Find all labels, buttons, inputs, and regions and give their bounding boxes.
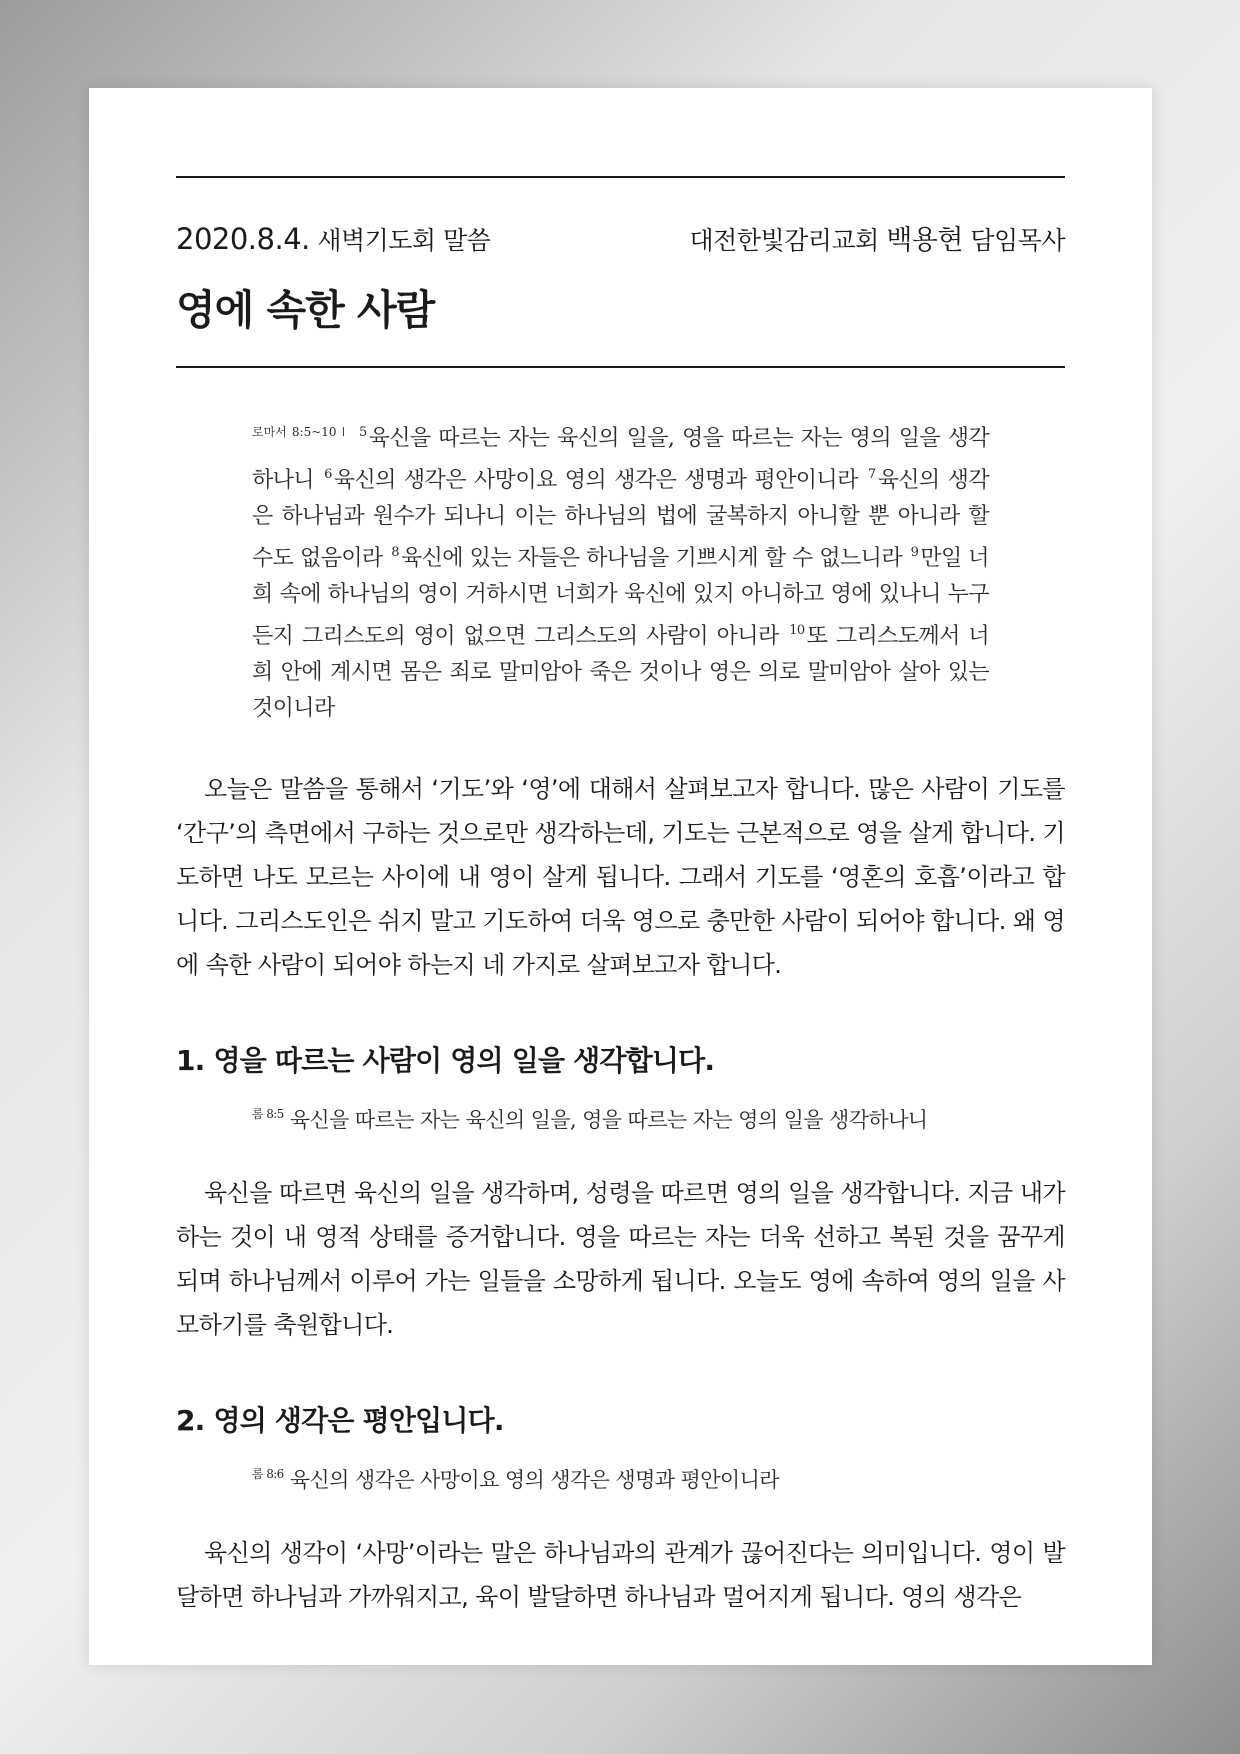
verse-text: 또 그리스도께서 너희 안에 계시면 몸은 죄로 말미암아 죽은 것이나 영은 의로 말미암아 살아 있는 것이니라 (252, 624, 989, 721)
verse-number: 9 (910, 545, 919, 560)
verse-number: 10 (789, 623, 805, 638)
section-verse (252, 1457, 1065, 1497)
verse-text: 육신의 생각은 사망이요 영의 생각은 생명과 평안이니라 (333, 468, 858, 493)
pastor-name: 백용현 (886, 225, 963, 256)
document-page (89, 88, 1152, 1665)
section-heading: 1. 영을 따르는 사람이 영의 일을 생각합니다. (176, 1044, 715, 1077)
verse-text: 만일 너희 속에 하나님의 영이 거하시면 너희가 육신에 있지 아니하고 영에 있나니 누구든지 그리스도의 영이 없으면 그리스도의 사람이 아니라 (252, 546, 989, 649)
pastor-title: 담임목사 (970, 226, 1065, 255)
section-verse-ref: 롬 8:6 (252, 1467, 284, 1481)
section-verse-text: 육신의 생각은 사망이요 영의 생각은 생명과 평안이니라 (289, 1468, 779, 1492)
intro-paragraph: 오늘은 말씀을 통해서 ‘기도’와 ‘영’에 대해서 살펴보고자 합니다. 많은 사람이 기도를 ‘간구’의 측면에서 구하는 것으로만 생각하는데, 기도는 근본적으로 영을 살게 합니다. 기도하면 나도 모르는 사이에 내 영이 살게 됩니다. 그래서 기도를 ‘영혼의 호흡’이라고 합니다. 그리스도인은 쉬지 말고 기도하여 더욱 영으로 충만한 사람이 되어야 합니다. 왜 영에 속한 사람이 되어야 하는지 네 가지로 살펴보고자 합니다. (176, 775, 1065, 979)
section-verse (252, 1097, 1065, 1137)
document-header (176, 218, 1065, 257)
scripture-reference: 로마서 8:5~10 ǀ (252, 425, 346, 439)
document-content (176, 176, 1065, 1643)
verse-number: 5 (358, 425, 367, 440)
verse-text: 육신의 생각은 하나님과 원수가 되나니 이는 하나님의 법에 굴복하지 아니할 뿐 아니라 할 수도 없음이라 (252, 468, 989, 571)
verse-text: 육신을 따르는 자는 육신의 일을, 영을 따르는 자는 영의 일을 생각하나니 (252, 426, 990, 493)
header-right (690, 218, 1065, 257)
bottom-rule (176, 366, 1065, 368)
header-left (176, 221, 490, 257)
verse-text: 육신에 있는 자들은 하나님을 기쁘시게 할 수 없느니라 (400, 546, 902, 571)
verse-number: 8 (391, 545, 399, 560)
sermon-title: 영에 속한 사람 (176, 286, 435, 334)
top-rule (176, 176, 1065, 178)
section-verse-ref: 롬 8:5 (252, 1107, 284, 1121)
section-body: 육신을 따르면 육신의 일을 생각하며, 성령을 따르면 영의 일을 생각합니다. 지금 내가 하는 것이 내 영적 상태를 증거합니다. 영을 따르는 자는 더욱 선하고 복된 것을 꿈꾸게 되며 하나님께서 이루어 가는 일들을 소망하게 됩니다. 오늘도 영에 속하여 영의 일을 사모하기를 축원합니다. (176, 1179, 1065, 1339)
section-body: 육신의 생각이 ‘사망’이라는 말은 하나님과의 관계가 끊어진다는 의미입니다. 영이 발달하면 하나님과 가까워지고, 육이 발달하면 하나님과 멀어지게 됩니다. 영의 생각은 (176, 1539, 1065, 1611)
sermon-event: 새벽기도회 말씀 (317, 226, 491, 255)
verse-number: 7 (867, 467, 876, 482)
scripture-passage (252, 414, 989, 727)
section-verse-text: 육신을 따르는 자는 육신의 일을, 영을 따르는 자는 영의 일을 생각하나니 (289, 1108, 928, 1132)
verse-number: 6 (324, 467, 332, 482)
church-name: 대전한빛감리교회 (689, 226, 879, 255)
sermon-date: 2020.8.4. (176, 222, 310, 256)
section-heading: 2. 영의 생각은 평안입니다. (176, 1404, 504, 1437)
